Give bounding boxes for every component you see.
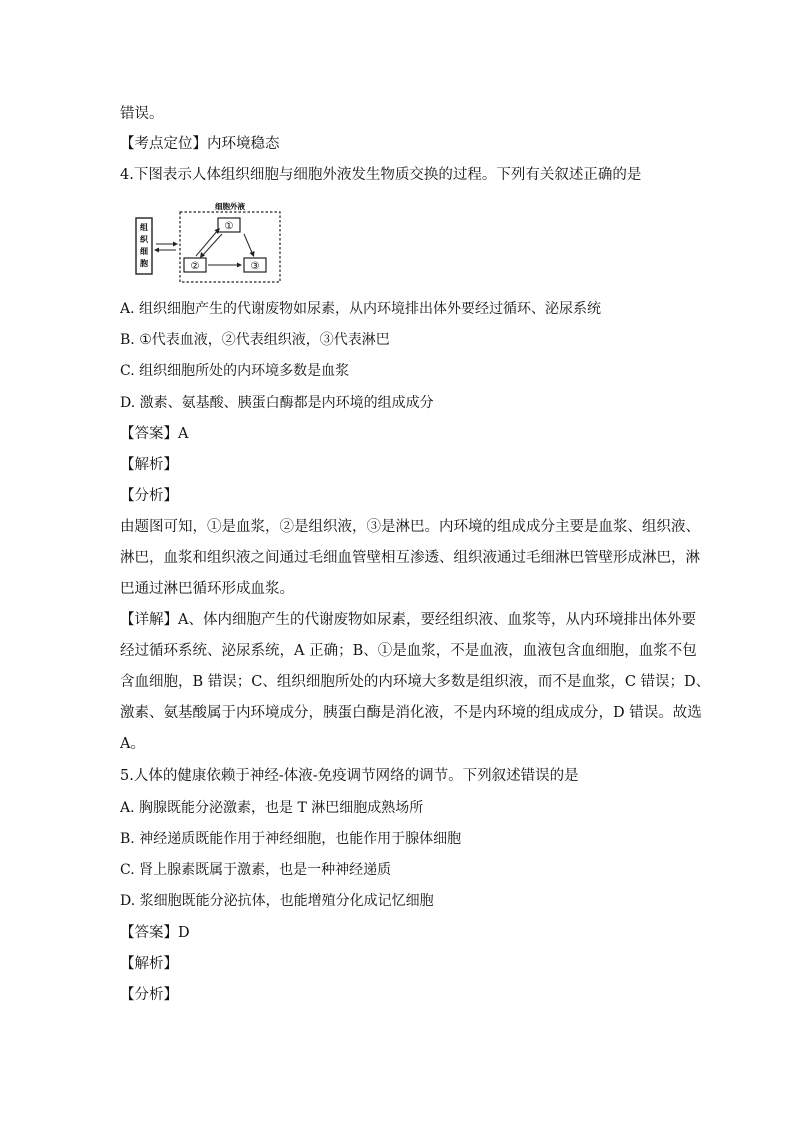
option-d: D. 浆细胞既能分泌抗体，也能增殖分化成记忆细胞 (120, 893, 434, 909)
analysis-subheading: 【分析】 (120, 488, 178, 504)
cell-label-char-2: 织 (140, 235, 148, 244)
question-4-stem: 4.下图表示人体组织细胞与细胞外液发生物质交换的过程。下列有关叙述正确的是 (120, 167, 642, 183)
option-b: B. ①代表血液，②代表组织液，③代表淋巴 (120, 332, 390, 348)
analysis-subheading: 【分析】 (120, 987, 178, 1003)
option-c: C. 肾上腺素既属于激素，也是一种神经递质 (120, 862, 392, 878)
answer-label: 【答案】A (120, 426, 189, 442)
paragraph-line: 【详解】A、体内细胞产生的代谢废物如尿素，要经组织液、血浆等，从内环境排出体外要 (120, 612, 696, 628)
node-3-label: ③ (250, 261, 260, 272)
arrow-1-to-3 (244, 234, 253, 255)
node-1-label: ① (224, 221, 234, 232)
arrow-2-to-1 (196, 230, 218, 256)
cell-label-char-3: 细 (140, 247, 148, 256)
paragraph-line: 激素、氨基酸属于内环境成分，胰蛋白酶是消化液，不是内环境的组成成分，D 错误。故选 (120, 705, 702, 721)
option-a: A. 组织细胞产生的代谢废物如尿素，从内环境排出体外要经过循环、泌尿系统 (120, 301, 602, 317)
analysis-heading: 【解析】 (120, 457, 178, 473)
paragraph-line: 淋巴，血浆和组织液之间通过毛细血管壁相互渗透、组织液通过毛细淋巴管壁形成淋巴，淋 (120, 550, 700, 566)
text-line: 【考点定位】内环境稳态 (120, 136, 280, 152)
answer-label: 【答案】D (120, 925, 190, 941)
cell-label-char-4: 胞 (140, 259, 148, 268)
paragraph-line: 含血细胞，B 错误；C、组织细胞所处的内环境大多数是组织液，而不是血浆，C 错误；D、 (120, 674, 711, 690)
option-d: D. 激素、氨基酸、胰蛋白酶都是内环境的组成成分 (120, 395, 434, 411)
extracellular-fluid-label: 细胞外液 (215, 202, 245, 211)
paragraph-line: 经过循环系统、泌尿系统，A 正确；B、①是血浆，不是血液，血液包含血细胞，血浆不包 (120, 643, 697, 659)
paragraph-line: 巴通过淋巴循环形成血浆。 (120, 581, 294, 597)
paragraph-line: 由题图可知，①是血浆，②是组织液，③是淋巴。内环境的组成成分主要是血浆、组织液、 (120, 519, 700, 535)
option-c: C. 组织细胞所处的内环境多数是血浆 (120, 363, 350, 379)
paragraph-line: A。 (120, 736, 145, 752)
node-2-label: ② (190, 261, 200, 272)
analysis-heading: 【解析】 (120, 956, 178, 972)
question-5-stem: 5.人体的健康依赖于神经-体液-免疫调节网络的调节。下列叙述错误的是 (120, 768, 579, 784)
exchange-diagram (134, 200, 284, 288)
cell-label-char-1: 组 (140, 223, 148, 232)
option-a: A. 胸腺既能分泌激素，也是 T 淋巴细胞成熟场所 (120, 800, 424, 816)
text-line: 错误。 (120, 106, 164, 122)
option-b: B. 神经递质既能作用于神经细胞，也能作用于腺体细胞 (120, 831, 462, 847)
